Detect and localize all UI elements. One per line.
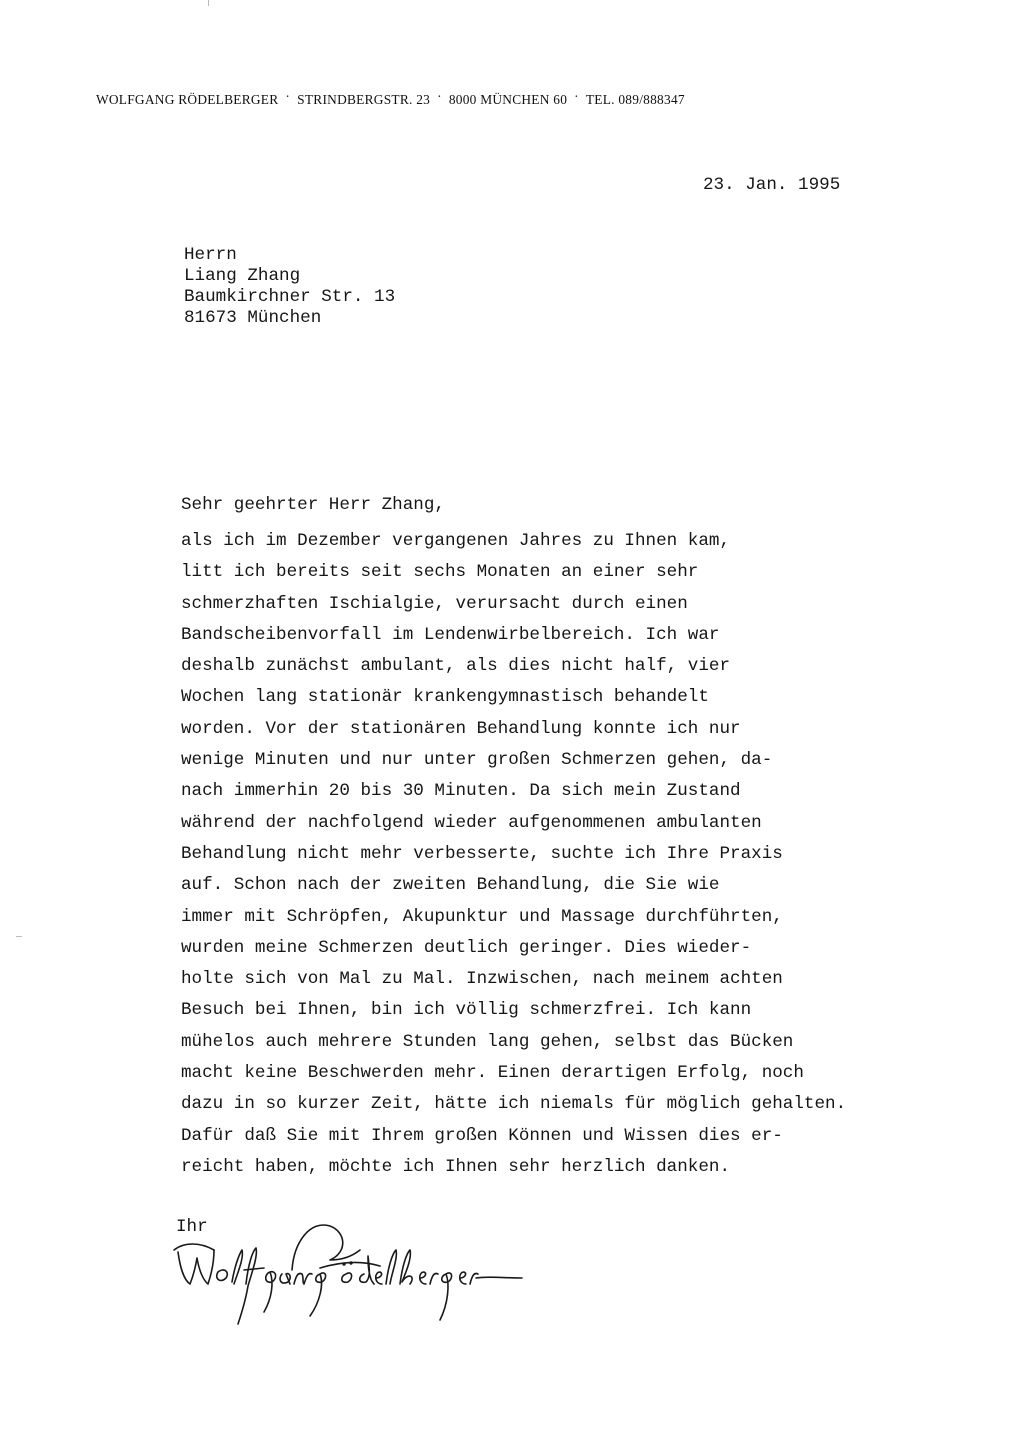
recipient-name: Liang Zhang (184, 266, 301, 286)
body-line: Besuch bei Ihnen, bin ich völlig schmerzfrei. Ich kann (181, 1000, 752, 1021)
salutation: Sehr geehrter Herr Zhang, (181, 495, 445, 515)
body-line: Bandscheibenvorfall im Lendenwirbelbereich. Ich war (181, 624, 720, 645)
recipient-title: Herrn (184, 245, 237, 265)
letterhead-separator: · (574, 89, 579, 104)
body-line: reicht haben, möchte ich Ihnen sehr herzlich danken. (181, 1156, 731, 1177)
body-line: wurden meine Schmerzen deutlich geringer. Dies wieder- (181, 937, 752, 958)
body-line: als ich im Dezember vergangenen Jahres zu Ihnen kam, (181, 531, 731, 551)
letter-body (181, 526, 846, 1183)
body-line: dazu in so kurzer Zeit, hätte ich niemals für möglich gehalten. (181, 1094, 847, 1115)
letterhead-street: STRINDBERGSTR. 23 (297, 92, 431, 107)
signature-image (170, 1212, 530, 1342)
letterhead-separator: · (285, 89, 291, 104)
body-line: holte sich von Mal zu Mal. Inzwischen, nach meinem achten (181, 969, 783, 990)
body-line: worden. Vor der stationären Behandlung konnte ich nur (181, 718, 741, 739)
body-line: nach immerhin 20 bis 30 Minuten. Da sich mein Zustand (181, 781, 741, 802)
body-line: Wochen lang stationär krankengymnastisch behandelt (181, 687, 709, 708)
scan-mark (16, 936, 22, 937)
body-line: macht keine Beschwerden mehr. Einen derartigen Erfolg, noch (181, 1063, 804, 1084)
scan-mark (208, 0, 209, 6)
letterhead (96, 89, 926, 108)
letter-date: 23. Jan. 1995 (703, 175, 841, 195)
recipient-address (184, 245, 395, 329)
body-line: Behandlung nicht mehr verbesserte, suchte ich Ihre Praxis (181, 843, 783, 864)
letterhead-phone: TEL. 089/888347 (585, 92, 685, 107)
body-line: auf. Schon nach der zweiten Behandlung, die Sie wie (181, 875, 720, 896)
body-line: schmerzhaften Ischialgie, verursacht durch einen (181, 593, 688, 614)
letterhead-separator: · (437, 89, 442, 104)
body-line: wenige Minuten und nur unter großen Schmerzen gehen, da- (181, 750, 773, 771)
body-line: mühelos auch mehrere Stunden lang gehen, selbst das Bücken (181, 1031, 794, 1052)
body-line: deshalb zunächst ambulant, als dies nicht half, vier (181, 656, 731, 677)
closing: Ihr (176, 1217, 208, 1237)
body-line: während der nachfolgend wieder aufgenommenen ambulanten (181, 812, 762, 833)
body-line: immer mit Schröpfen, Akupunktur und Massage durchführten, (181, 906, 783, 927)
letterhead-name: WOLFGANG RÖDELBERGER (96, 92, 279, 107)
body-line: Dafür daß Sie mit Ihrem großen Können und Wissen dies er- (181, 1125, 783, 1146)
recipient-street: Baumkirchner Str. 13 (184, 287, 396, 307)
letterhead-city: 8000 MÜNCHEN 60 (448, 92, 568, 107)
recipient-city: 81673 München (184, 308, 322, 328)
body-line: litt ich bereits seit sechs Monaten an einer sehr (181, 562, 699, 583)
